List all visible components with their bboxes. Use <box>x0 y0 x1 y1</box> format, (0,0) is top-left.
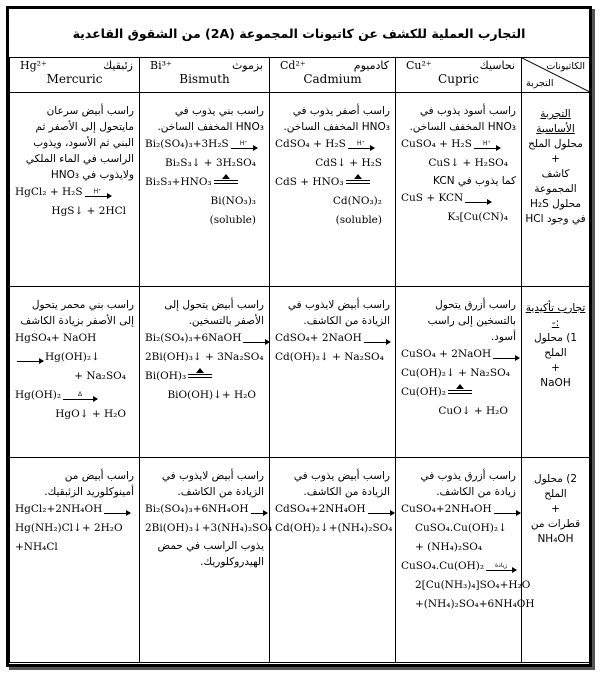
heat-arrow-icon <box>346 178 370 186</box>
equation-line: HgCl₂ + H₂S <box>15 186 83 198</box>
equation-line: CuSO₄.Cu(OH)₂ <box>401 560 485 572</box>
equation-line: Bi(NO₃)₃ <box>210 195 256 207</box>
cell-cadmium-nh4oh <box>270 458 396 663</box>
observation-text: راسب بني يذوب في HNO₃ المخفف الساخن. <box>157 105 264 133</box>
row-label-line: محلول H₂S <box>529 198 582 210</box>
arrow-label: H⁺ <box>356 139 365 147</box>
arrow-label: H⁺ <box>239 139 248 147</box>
column-name-latin: Cupric <box>438 72 479 86</box>
equation-line: CuSO₄+2NH₄OH <box>401 503 492 515</box>
reaction-arrow <box>231 140 257 149</box>
equation-line: + (NH₄)₂SO₄ <box>415 541 483 553</box>
header-row <box>10 58 590 93</box>
row-label-cell <box>522 287 590 458</box>
observation-text: راسب أبيض يتحول إلى الأصفر بالتسخين. <box>164 299 264 327</box>
equation-line: Bi₂(SO₄)₃+3H₂S <box>145 138 229 150</box>
observation-text: يذوب الراسب في حمض الهيدروكلوريك. <box>157 540 264 568</box>
row-label-line: محلول الملح <box>528 138 583 150</box>
row-label-line: 2) محلول الملح <box>533 473 578 500</box>
equation-line: CuS↓ + H₂SO₄ <box>428 157 508 169</box>
equation-line: CuSO₄.Cu(OH)₂↓ <box>415 522 507 534</box>
equation-line: 2Bi(OH)₃↓+3(NH₄)₂SO₄ <box>145 522 273 534</box>
equation-line: HgS↓ + 2HCl <box>51 205 126 217</box>
equation-line: CdS↓ + H₂S <box>315 157 382 169</box>
row-label-line: + <box>551 362 560 374</box>
equation-line: Bi₂(SO₄)₃+6NaOH <box>145 332 242 344</box>
equation-line: Cd(NO₃)₂ <box>332 195 382 207</box>
observation-text: راسب أبيض لايذوب في الزيادة من الكاشف. <box>161 470 264 498</box>
arrow-label: Δ <box>77 390 83 398</box>
row-label-line: في وجود HCl <box>525 213 586 225</box>
cell-cupric-basic <box>396 93 522 287</box>
equation-line: CdSO₄ + H₂S <box>275 138 346 150</box>
equation-line: Bi₂(SO₄)₃+6NH₄OH <box>145 503 249 515</box>
arrow-label: H⁺ <box>483 139 491 147</box>
column-name-latin: Cadmium <box>303 72 362 86</box>
row-label-line: NH₄OH <box>537 533 574 545</box>
equation-line: CuO↓ + H₂O <box>438 405 508 417</box>
column-name-latin: Mercuric <box>46 72 103 86</box>
observation-text: راسب أبيض من أمينوكلوريد الزئبقيك. <box>44 470 134 498</box>
row-label-cell <box>522 458 590 663</box>
column-header-cadmium <box>270 58 396 93</box>
row-label-line: التجربة الأساسية <box>536 108 575 135</box>
equation-line: HgO↓ + H₂O <box>55 408 126 420</box>
column-name-ar: بزموث <box>231 59 263 72</box>
row-label-line: + <box>551 153 560 165</box>
equation-line: Cu(OH)₂↓ + Na₂SO₄ <box>401 367 510 379</box>
cell-cupric-nh4oh <box>396 458 535 663</box>
row-nh4oh-test <box>10 458 590 663</box>
reaction-arrow <box>494 505 520 514</box>
observation-text: راسب أصفر يذوب في HNO₃ المخفف الساخن. <box>283 105 390 133</box>
column-ion: Cd²⁺ <box>280 59 306 72</box>
observation-text: راسب أزرق يذوب في زيادة من الكاشف. <box>420 470 516 498</box>
reaction-arrow <box>368 505 394 514</box>
equation-line: HgSO₄+ NaOH <box>15 332 97 344</box>
observation-text: راسب أزرق يتحول بالتسخين إلى راسب أسود. <box>427 299 516 343</box>
reaction-arrow <box>465 194 491 203</box>
equation-line: HgCl₂+2NH₄OH <box>15 503 103 515</box>
equation-line: +NH₄Cl <box>15 541 58 553</box>
column-header-mercuric <box>10 58 140 93</box>
cell-cadmium-basic <box>270 93 396 287</box>
cell-cupric-naoh <box>396 287 522 458</box>
page-title: التجارب العملية للكشف عن كاتيونات المجموعة (2A) من الشقوق القاعدية <box>72 25 526 41</box>
heat-arrow-icon <box>214 178 238 186</box>
equation-line: CdSO₄+ 2NaOH <box>275 332 362 344</box>
row-label-line: قطرات من <box>530 518 581 530</box>
reaction-arrow <box>85 188 111 197</box>
row-label-line: 1) محلول الملح <box>533 332 578 359</box>
equation-line: CdSO₄+2NH₄OH <box>275 503 366 515</box>
row-label-cell <box>522 93 590 287</box>
equation-line: Cd(OH)₂↓+(NH₄)₂SO₄ <box>275 522 393 534</box>
reaction-arrow <box>348 140 374 149</box>
equation-line: 2Bi(OH)₃↓ + 3Na₂SO₄ <box>145 351 264 363</box>
cell-mercuric-naoh <box>10 287 140 458</box>
heat-arrow-icon <box>448 388 472 396</box>
equation-line: Hg(NH₂)Cl↓+ 2H₂O <box>15 522 123 534</box>
cell-bismuth-naoh <box>140 287 270 458</box>
equation-line: Bi₂S₃+HNO₃ <box>145 176 212 188</box>
equation-line: (soluble) <box>335 214 382 226</box>
row-label-line: NaOH <box>540 377 571 389</box>
observation-text: راسب أسود يذوب في HNO₃ المخفف الساخن. <box>409 105 516 133</box>
equation-line: CuSO₄ + 2NaOH <box>401 348 492 360</box>
column-name-ar: كادميوم <box>353 59 389 72</box>
equation-line: Cd(OH)₂↓ + Na₂SO₄ <box>275 351 384 363</box>
observation-text: راسب أبيض سرعان مايتحول إلى الأصفر ثم البني ثم الأسود، ويذوب الراسب في الماء الملكي ولايذوب في HNO₃ <box>25 105 134 181</box>
equation-line: Cu(OH)₂ <box>401 386 446 398</box>
equation-line: Bi₂S₃↓ + 3H₂SO₄ <box>164 157 256 169</box>
heat-arrow-icon <box>188 372 212 380</box>
column-header-bismuth <box>140 58 270 93</box>
reaction-arrow <box>486 562 516 571</box>
equation-line: K₃[Cu(CN)₄ <box>447 211 508 223</box>
column-name-latin: Bismuth <box>179 72 230 86</box>
equation-line: 2[Cu(NH₃)₄]SO₄+H₂O <box>415 579 531 591</box>
equation-line: Hg(OH)₂↓ <box>45 351 100 363</box>
cell-bismuth-basic <box>140 93 270 287</box>
reaction-arrow <box>364 334 390 343</box>
reaction-arrow <box>17 353 43 362</box>
equation-line: CuS + KCN <box>401 192 464 204</box>
equation-line: + Na₂SO₄ <box>74 370 126 382</box>
reaction-arrow <box>474 140 500 149</box>
row-basic-test <box>10 93 590 287</box>
reaction-arrow <box>243 334 269 343</box>
arrow-label: زيادة <box>495 561 508 569</box>
cell-mercuric-basic <box>10 93 140 287</box>
column-name-ar: نحاسيك <box>479 59 515 72</box>
corner-cell <box>522 58 590 93</box>
observation-text: راسب بني محمر يتحول إلى الأصفر بزيادة الكاشف <box>20 299 134 327</box>
equation-line: +(NH₄)₂SO₄+6NH₄OH <box>415 598 535 610</box>
column-header-cupric <box>396 58 522 93</box>
equation-line: BiO(OH)↓+ H₂O <box>167 389 256 401</box>
corner-bottom-label: التجربة <box>526 78 554 89</box>
row-label-line: تجارب تأكيدية :- <box>525 302 586 329</box>
row-label-line: كاشف المجموعة <box>534 168 577 195</box>
observation-text: كما يذوب في KCN <box>433 175 516 187</box>
column-ion: Bi³⁺ <box>150 59 172 72</box>
row-label-line: + <box>551 503 560 515</box>
equation-line: CuSO₄ + H₂S <box>401 138 472 150</box>
cell-bismuth-nh4oh <box>140 458 273 663</box>
equation-line: Hg(OH)₂ <box>15 389 62 401</box>
column-ion: Cu²⁺ <box>406 59 432 72</box>
reactions-table <box>9 57 590 663</box>
observation-text: راسب أبيض لايذوب في الزيادة من الكاشف. <box>287 299 390 327</box>
cell-cadmium-naoh <box>270 287 396 458</box>
equation-line: (soluble) <box>209 214 256 226</box>
column-name-ar: زئبقيك <box>103 59 133 72</box>
corner-top-label: الكاتيونات <box>546 61 585 72</box>
reaction-arrow <box>104 505 130 514</box>
column-ion: Hg²⁺ <box>20 59 47 72</box>
reaction-arrow <box>251 505 267 514</box>
equation-line: CdS + HNO₃ <box>275 176 344 188</box>
equation-line: Bi(OH)₃ <box>145 370 187 382</box>
reaction-arrow <box>493 350 519 359</box>
arrow-label: H⁺ <box>93 187 102 195</box>
cell-mercuric-nh4oh <box>10 458 140 663</box>
observation-text: راسب أبيض يذوب في الزيادة من الكاشف. <box>293 470 390 498</box>
row-naoh-test <box>10 287 590 458</box>
reaction-arrow <box>63 391 97 400</box>
